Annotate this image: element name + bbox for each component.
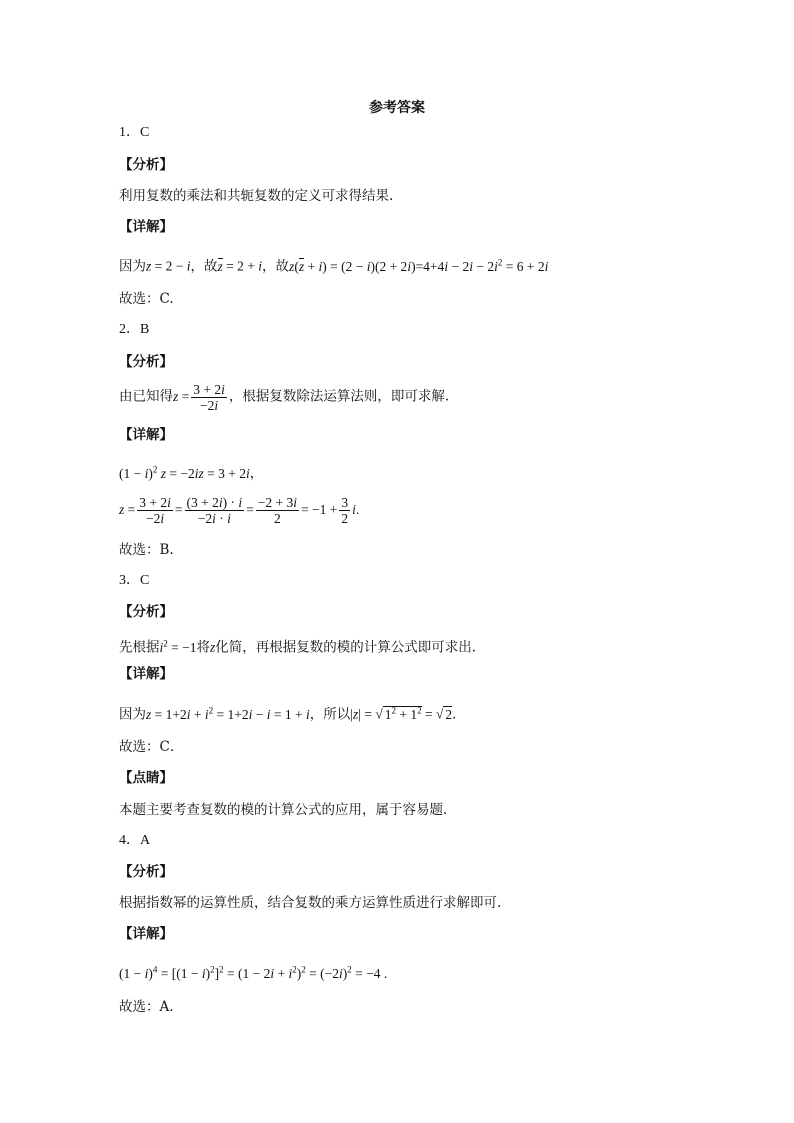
q4-formula: $(1 - i)^4 = [(1 - i)^2]^2 = (1 - 2i + i^2)^2 = (-2i)^2 = -4$ . [119, 964, 388, 981]
q3-comment-heading: 【点睛】 [119, 770, 173, 786]
q4-detail-line [119, 959, 387, 984]
q2-analysis-prefix: 由已知得 [119, 388, 173, 405]
q3-formula-z: $z = 1+2i + i^2 = 1+2i - i = 1 + i$ [146, 705, 310, 722]
q1-analysis-text: 利用复数的乘法和共轭复数的定义可求得结果. [119, 188, 394, 204]
q1-analysis-heading: 【分析】 [119, 157, 173, 173]
q4-analysis-heading: 【分析】 [119, 864, 173, 880]
q3-formula-i2: $i^2 = -1$ [159, 638, 197, 655]
q1-detail-prefix: 因为 [119, 258, 146, 275]
q1-formula-product: $z(z + i) = (2 - i)(2 + 2i)=4+4i - 2i - 2i^2 = 6 + 2i$ [289, 257, 549, 274]
q2-detail-heading: 【详解】 [119, 427, 173, 443]
q1-detail-line [119, 252, 548, 277]
page-title: 参考答案 [369, 100, 425, 116]
q2-answer: 故选：B. [119, 542, 174, 558]
q4-number: 4．A [119, 833, 151, 848]
q2-detail-line2 [119, 495, 359, 526]
q3-detail-mid: ，所以 [309, 706, 351, 723]
q1-detail-mid2: ，故 [262, 258, 290, 275]
q2-analysis-heading: 【分析】 [119, 354, 173, 370]
q3-analysis-line [119, 633, 485, 658]
q3-detail-heading: 【详解】 [119, 666, 173, 682]
q1-number: 1．C [119, 125, 150, 140]
q1-formula-conj: z = 2 + i [217, 258, 263, 274]
q3-number: 3．C [119, 573, 150, 588]
q3-analysis-heading: 【分析】 [119, 604, 173, 620]
q1-formula-z: z = 2 − i [146, 258, 191, 274]
q3-analysis-mid: 将 [196, 639, 210, 656]
q3-formula-var: z [210, 639, 216, 655]
q4-analysis-text: 根据指数幂的运算性质，结合复数的乘方运算性质进行求解即可. [119, 895, 502, 911]
q2-number: 2．B [119, 322, 150, 337]
q4-answer: 故选：A. [119, 999, 174, 1015]
q3-analysis-prefix: 先根据 [119, 639, 160, 656]
q2-analysis-suffix: ，根据复数除法运算法则，即可求解. [228, 388, 450, 405]
q1-detail-mid1: ，故 [190, 258, 218, 275]
q3-formula-modulus: |z| = √ $1^2 + 1^2$ = √ 2． [350, 705, 466, 722]
q3-analysis-suffix: 化简，再根据复数的模的计算公式即可求出． [215, 639, 486, 656]
q1-answer: 故选：C. [119, 291, 174, 307]
q4-detail-heading: 【详解】 [119, 926, 173, 942]
q2-formula-step1: $(1 - i)^2$ z = −2iz = 3 + 2i [119, 464, 250, 481]
q3-answer: 故选：C． [119, 739, 184, 755]
q3-detail-line [119, 700, 466, 725]
q2-analysis-line [119, 382, 449, 413]
q3-detail-prefix: 因为 [119, 706, 146, 723]
q2-detail-line1: $(1 - i)^2$ z = −2iz = 3 + 2i， [119, 464, 264, 482]
q2-formula-step2: z = $\frac{3 + 2i}{-2i}$ = $\frac{(3 + 2i) \cdot i}{-2i \cdot i}$ = $\frac{-2 + 3i}{2}$ = −1 + $\frac{3}{2}$ i. [119, 495, 360, 526]
q3-comment-text: 本题主要考查复数的模的计算公式的应用，属于容易题． [119, 802, 457, 818]
q2-formula-z: z = $\frac{3 + 2i}{-2i}$ [173, 382, 225, 413]
q1-detail-heading: 【详解】 [119, 219, 173, 235]
